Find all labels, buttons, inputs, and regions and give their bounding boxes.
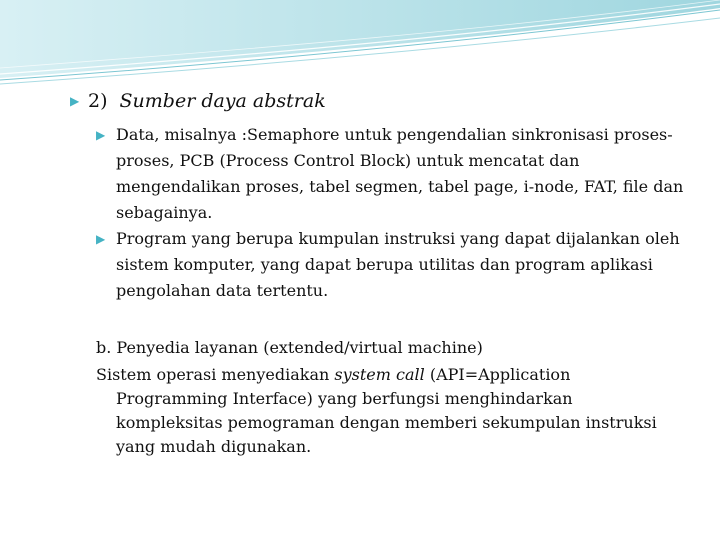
heading-text: Sumber daya abstrak <box>119 90 326 112</box>
bullet-icon: ▶ <box>96 128 106 142</box>
section-title: b. Penyedia layanan (extended/virtual machine) <box>96 338 483 357</box>
para-italic: system call <box>334 365 425 384</box>
bullet-icon: ▶ <box>96 232 106 246</box>
bullet-text: Data, misalnya :Semaphore untuk pengendalian sinkronisasi proses-proses, PCB (Process Control Block) untuk mencatat dan mengendalikan proses, tabel segmen, tabel page, i-node, FAT, file dan sebagainya. <box>116 125 684 222</box>
bullet-icon: ▶ <box>70 94 80 108</box>
bullet-list <box>96 122 686 304</box>
bullet-text: Program yang berupa kumpulan instruksi yang dapat dijalankan oleh sistem komputer, yang dapat berupa utilitas dan program aplikasi pengolahan data tertentu. <box>116 229 680 300</box>
bullet-item <box>96 226 686 304</box>
section <box>96 335 676 459</box>
heading <box>70 90 326 112</box>
bullet-item <box>96 122 686 226</box>
section-paragraph <box>96 363 676 459</box>
heading-number: 2) <box>88 90 108 112</box>
para-text: (API=Application Programming Interface) yang berfungsi menghindarkan kompleksitas pemograman dengan memberi sekumpulan instruksi yang mudah digunakan. <box>116 365 657 456</box>
para-text: Sistem operasi menyediakan <box>96 365 335 384</box>
